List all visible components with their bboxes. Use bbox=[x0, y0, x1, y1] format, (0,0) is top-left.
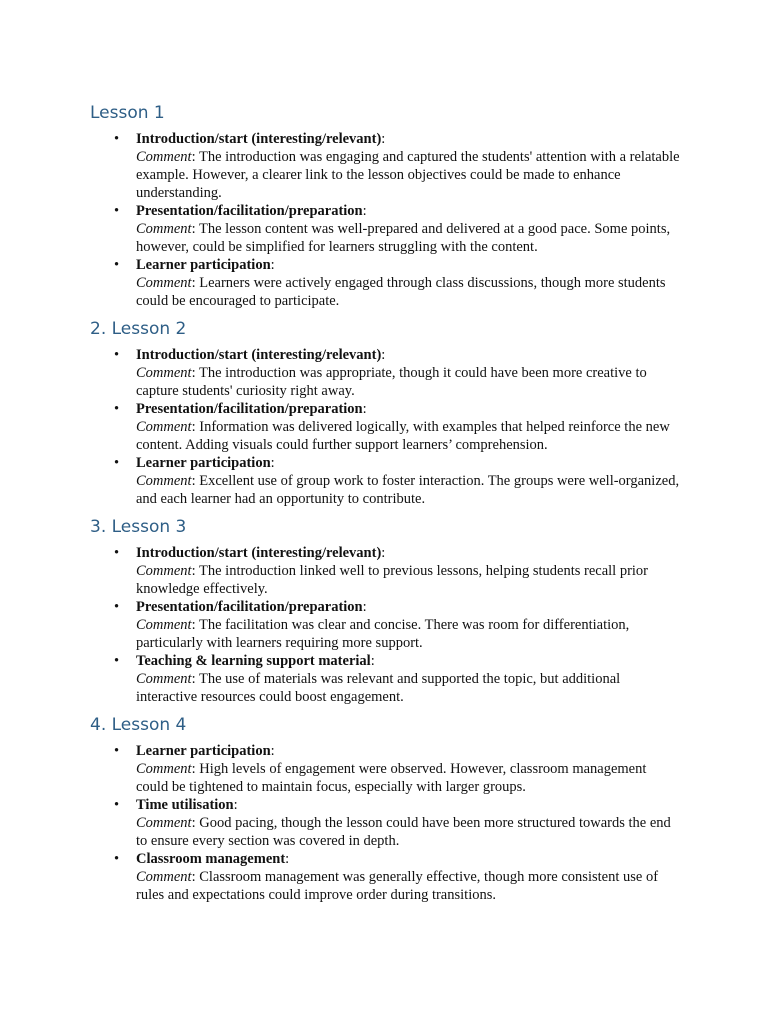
comment-label: Comment bbox=[136, 761, 192, 777]
bullet-icon: • bbox=[114, 797, 120, 813]
comment-label: Comment bbox=[136, 149, 192, 165]
bullet-icon: • bbox=[114, 545, 120, 561]
criterion-item: • Learner participation: Comment: Excellent use of group work to foster interaction. The groups were well-organized, and each learner had an opportunity to contribute. bbox=[114, 455, 680, 507]
criterion-item: • Introduction/start (interesting/relevant): Comment: The introduction was engaging and captured the students' attention with a relatable example. However, a clearer link to the lesson objectives could be made to enhance understanding. bbox=[114, 131, 680, 201]
criterion-title: Learner participation bbox=[136, 257, 271, 273]
comment-text: Information was delivered logically, with examples that helped reinforce the new content. Adding visuals could further support learners’ comprehension. bbox=[136, 419, 670, 453]
lesson-section bbox=[90, 514, 680, 706]
criterion-title: Presentation/facilitation/preparation bbox=[136, 401, 363, 417]
comment-text: Excellent use of group work to foster interaction. The groups were well-organized, and each learner had an opportunity to contribute. bbox=[136, 473, 680, 507]
bullet-icon: • bbox=[114, 743, 120, 759]
bullet-icon: • bbox=[114, 599, 120, 615]
criterion-item: • Learner participation: Comment: High levels of engagement were observed. However, classroom management could be tightened to maintain focus, especially with larger groups. bbox=[90, 742, 680, 796]
criterion-title: Introduction/start (interesting/relevant) bbox=[136, 347, 382, 363]
comment-text: The lesson content was well-prepared and delivered at a good pace. Some points, however, could be simplified for learners struggling with the content. bbox=[136, 221, 671, 255]
criterion-title: Classroom management bbox=[136, 851, 286, 867]
criterion-title: Presentation/facilitation/preparation bbox=[136, 599, 363, 615]
comment-line: Comment: Excellent use of group work to foster interaction. The groups were well-organized, and each learner had an opportunity to contribute. bbox=[136, 473, 680, 507]
bullet-icon: • bbox=[114, 347, 120, 363]
comment-line: Comment: The facilitation was clear and concise. There was room for differentiation, particularly with learners requiring more support. bbox=[136, 617, 630, 651]
comment-text: The introduction was appropriate, though it could have been more creative to capture students' curiosity right away. bbox=[136, 365, 647, 399]
lesson-section bbox=[90, 712, 680, 904]
bullet-icon: • bbox=[114, 851, 120, 867]
criterion-item: • Time utilisation: Comment: Good pacing, though the lesson could have been more structured towards the end to ensure every section was covered in depth. bbox=[90, 796, 680, 850]
criterion-title: Learner participation bbox=[136, 743, 271, 759]
criterion-title: Teaching & learning support material bbox=[136, 653, 371, 669]
comment-text: Learners were actively engaged through class discussions, though more students could be encouraged to participate. bbox=[136, 275, 666, 309]
criterion-title: Time utilisation bbox=[136, 797, 234, 813]
comment-label: Comment bbox=[136, 563, 192, 579]
comment-text: High levels of engagement were observed. However, classroom management could be tightened to maintain focus, especially with larger groups. bbox=[136, 761, 647, 795]
comment-label: Comment bbox=[136, 473, 192, 489]
comment-label: Comment bbox=[136, 617, 192, 633]
comment-label: Comment bbox=[136, 815, 192, 831]
criterion-item: • Presentation/facilitation/preparation: Comment: Information was delivered logically, with examples that helped reinforce the new content. Adding visuals could further support learners’ comprehension. bbox=[90, 400, 680, 454]
comment-label: Comment bbox=[136, 419, 192, 435]
comment-line: Comment: The introduction was appropriate, though it could have been more creative to capture students' curiosity right away. bbox=[136, 365, 647, 399]
bullet-icon: • bbox=[114, 455, 120, 471]
criterion-item: • Introduction/start (interesting/relevant): Comment: The introduction linked well to previous lessons, helping students recall prior knowledge effectively. bbox=[90, 544, 680, 598]
comment-line: Comment: The introduction was engaging and captured the students' attention with a relatable example. However, a clearer link to the lesson objectives could be made to enhance understanding. bbox=[136, 149, 680, 201]
comment-label: Comment bbox=[136, 275, 192, 291]
comment-label: Comment bbox=[136, 221, 192, 237]
bullet-icon: • bbox=[114, 203, 120, 219]
criteria-list bbox=[90, 742, 680, 904]
criterion-title: Introduction/start (interesting/relevant) bbox=[136, 545, 382, 561]
comment-line: Comment: Learners were actively engaged through class discussions, though more students could be encouraged to participate. bbox=[136, 275, 666, 309]
criterion-title: Introduction/start (interesting/relevant) bbox=[136, 131, 382, 147]
comment-line: Comment: Classroom management was generally effective, though more consistent use of rules and expectations could improve order during transitions. bbox=[136, 869, 659, 903]
criterion-item: • Presentation/facilitation/preparation: Comment: The lesson content was well-prepared and delivered at a good pace. Some points, however, could be simplified for learners struggling with the content. bbox=[90, 202, 680, 256]
criterion-item: • Introduction/start (interesting/relevant): Comment: The introduction was appropriate, though it could have been more creative to capture students' curiosity right away. bbox=[90, 346, 680, 400]
comment-text: The introduction linked well to previous lessons, helping students recall prior knowledge effectively. bbox=[136, 563, 649, 597]
lesson-section bbox=[90, 316, 680, 508]
comment-line: Comment: The use of materials was relevant and supported the topic, but additional interactive resources could boost engagement. bbox=[136, 671, 621, 705]
section-heading: 2. Lesson 2 bbox=[90, 319, 187, 339]
comment-line: Comment: Information was delivered logically, with examples that helped reinforce the new content. Adding visuals could further support learners’ comprehension. bbox=[136, 419, 670, 453]
comment-label: Comment bbox=[136, 869, 192, 885]
comment-label: Comment bbox=[136, 365, 192, 381]
section-heading: 4. Lesson 4 bbox=[90, 715, 187, 735]
criterion-item: • Teaching & learning support material: Comment: The use of materials was relevant and supported the topic, but additional interactive resources could boost engagement. bbox=[90, 652, 680, 706]
document-content bbox=[90, 100, 680, 910]
comment-text: The facilitation was clear and concise. There was room for differentiation, particularly with learners requiring more support. bbox=[136, 617, 630, 651]
criterion-item: • Learner participation: Comment: Learners were actively engaged through class discussions, though more students could be encouraged to participate. bbox=[90, 256, 680, 310]
comment-label: Comment bbox=[136, 671, 192, 687]
comment-text: The use of materials was relevant and supported the topic, but additional interactive resources could boost engagement. bbox=[136, 671, 621, 705]
criteria-list bbox=[90, 346, 680, 508]
comment-text: The introduction was engaging and captured the students' attention with a relatable example. However, a clearer link to the lesson objectives could be made to enhance understanding. bbox=[136, 149, 680, 201]
section-heading: 3. Lesson 3 bbox=[90, 517, 187, 537]
comment-line: Comment: High levels of engagement were observed. However, classroom management could be tightened to maintain focus, especially with larger groups. bbox=[136, 761, 647, 795]
bullet-icon: • bbox=[114, 653, 120, 669]
criteria-list bbox=[90, 544, 680, 706]
comment-line: Comment: The lesson content was well-prepared and delivered at a good pace. Some points, however, could be simplified for learners struggling with the content. bbox=[136, 221, 671, 255]
criteria-list bbox=[90, 130, 680, 310]
criterion-title: Learner participation bbox=[136, 455, 271, 471]
section-heading: Lesson 1 bbox=[90, 103, 165, 123]
comment-text: Classroom management was generally effective, though more consistent use of rules and expectations could improve order during transitions. bbox=[136, 869, 659, 903]
criterion-title: Presentation/facilitation/preparation bbox=[136, 203, 363, 219]
comment-text: Good pacing, though the lesson could have been more structured towards the end to ensure every section was covered in depth. bbox=[136, 815, 671, 849]
criterion-item: • Classroom management: Comment: Classroom management was generally effective, though more consistent use of rules and expectations could improve order during transitions. bbox=[90, 850, 680, 904]
lesson-section bbox=[90, 100, 680, 310]
comment-line: Comment: The introduction linked well to previous lessons, helping students recall prior knowledge effectively. bbox=[136, 563, 649, 597]
bullet-icon: • bbox=[114, 257, 120, 273]
comment-line: Comment: Good pacing, though the lesson could have been more structured towards the end to ensure every section was covered in depth. bbox=[136, 815, 671, 849]
bullet-icon: • bbox=[114, 401, 120, 417]
bullet-icon: • bbox=[114, 131, 120, 147]
criterion-item: • Presentation/facilitation/preparation: Comment: The facilitation was clear and concise. There was room for differentiation, particularly with learners requiring more support. bbox=[90, 598, 680, 652]
